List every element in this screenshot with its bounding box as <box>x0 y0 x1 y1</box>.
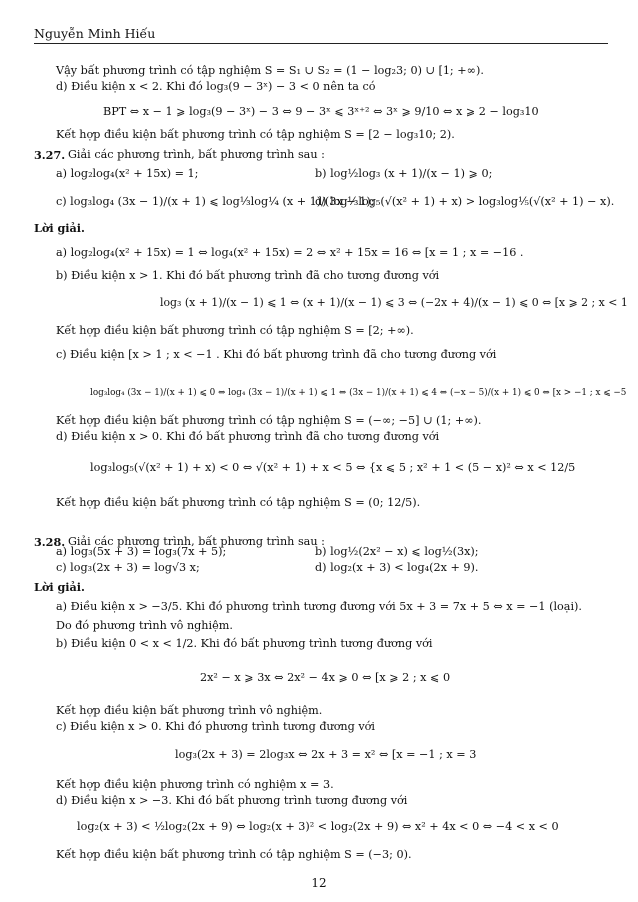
page-header-author: Nguyễn Minh Hiếu <box>34 26 156 41</box>
text-line: c) Điều kiện [x > 1 ; x < −1 . Khi đó bất phương trình đã cho tương đương với <box>56 348 497 361</box>
page-number: 12 <box>311 876 327 890</box>
text-line: Do đó phương trình vô nghiệm. <box>56 619 233 632</box>
text-line: log₃(2x + 3) = 2log₃x ⇔ 2x + 3 = x² ⇔ [x = −1 ; x = 3 <box>175 748 477 761</box>
text-line: BPT ⇔ x − 1 ⩾ log₃(9 − 3ˣ) − 3 ⇔ 9 − 3ˣ ⩽ 3ˣ⁺² ⇔ 3ˣ ⩾ 9/10 ⇔ x ⩾ 2 − log₃10 <box>103 105 539 118</box>
text-line: d) log⅓log₅(√(x² + 1) + x) > log₃log⅕(√(x² + 1) − x). <box>315 195 615 208</box>
text-line: a) log₃(5x + 3) = log₃(7x + 5); <box>56 545 227 558</box>
text-line: a) log₂log₄(x² + 15x) = 1 ⇔ log₄(x² + 15x) = 2 ⇔ x² + 15x = 16 ⇔ [x = 1 ; x = −16 . <box>56 246 524 259</box>
text-line: c) log₃(2x + 3) = log√3 x; <box>56 561 200 574</box>
text-line: 3.28. <box>34 535 66 549</box>
text-line: a) log₂log₄(x² + 15x) = 1; <box>56 167 199 180</box>
text-line: c) Điều kiện x > 0. Khi đó phương trình tương đương với <box>56 720 375 733</box>
text-line: b) log½log₃ (x + 1)/(x − 1) ⩾ 0; <box>315 167 493 180</box>
text-line: log₃log₅(√(x² + 1) + x) < 0 ⇔ √(x² + 1) + x < 5 ⇔ {x ⩽ 5 ; x² + 1 < (5 − x)² ⇔ x < 12/5 <box>90 461 576 474</box>
text-line: Lời giải. <box>34 221 85 235</box>
text-line: log₃log₄ (3x − 1)/(x + 1) ⩽ 0 ⇔ log₄ (3x − 1)/(x + 1) ⩽ 1 ⇔ (3x − 1)/(x + 1) ⩽ 4 ⇔ (−x − 5)/(x + 1) ⩽ 0 ⇔ [x > −1 ; x ⩽ −5 <box>90 388 627 398</box>
text-line: Kết hợp điều kiện bất phương trình có tập nghiệm S = [2 − log₃10; 2). <box>56 128 455 141</box>
text-line: Kết hợp điều kiện phương trình có nghiệm x = 3. <box>56 778 334 791</box>
text-line: 2x² − x ⩾ 3x ⇔ 2x² − 4x ⩾ 0 ⇔ [x ⩾ 2 ; x ⩽ 0 <box>200 671 451 684</box>
text-line: log₃ (x + 1)/(x − 1) ⩽ 1 ⇔ (x + 1)/(x − 1) ⩽ 3 ⇔ (−2x + 4)/(x − 1) ⩽ 0 ⇔ [x ⩾ 2 ; x < 1 <box>160 296 628 309</box>
text-line: Giải các phương trình, bất phương trình sau : <box>68 535 325 548</box>
text-line: 3.27. <box>34 148 66 162</box>
text-line: Vậy bất phương trình có tập nghiệm S = S₁ ∪ S₂ = (1 − log₂3; 0) ∪ [1; +∞). <box>56 64 484 77</box>
header-rule <box>34 43 608 44</box>
text-line: a) Điều kiện x > −3/5. Khi đó phương trình tương đương với 5x + 3 = 7x + 5 ⇔ x = −1 (loại). <box>56 600 582 613</box>
text-line: d) Điều kiện x > 0. Khi đó bất phương trình đã cho tương đương với <box>56 430 440 443</box>
text-line: Kết hợp điều kiện bất phương trình có tập nghiệm S = (−3; 0). <box>56 848 412 861</box>
text-line: Kết hợp điều kiện bất phương trình vô nghiệm. <box>56 704 323 717</box>
text-line: c) log₃log₄ (3x − 1)/(x + 1) ⩽ log⅓log¼ (x + 1)/(3x − 1); <box>56 195 375 208</box>
text-line: b) Điều kiện x > 1. Khi đó bất phương trình đã cho tương đương với <box>56 269 440 282</box>
text-line: d) log₂(x + 3) < log₄(2x + 9). <box>315 561 479 574</box>
text-line: Kết hợp điều kiện bất phương trình có tập nghiệm S = (0; 12/5). <box>56 496 421 509</box>
text-line: b) log½(2x² − x) ⩽ log½(3x); <box>315 545 479 558</box>
text-line: Kết hợp điều kiện bất phương trình có tập nghiệm S = [2; +∞). <box>56 324 414 337</box>
text-line: log₂(x + 3) < ½log₂(2x + 9) ⇔ log₂(x + 3)² < log₂(2x + 9) ⇔ x² + 4x < 0 ⇔ −4 < x < 0 <box>77 820 559 833</box>
text-line: d) Điều kiện x > −3. Khi đó bất phương trình tương đương với <box>56 794 408 807</box>
text-line: d) Điều kiện x < 2. Khi đó log₃(9 − 3ˣ) − 3 < 0 nên ta có <box>56 80 376 93</box>
text-line: Kết hợp điều kiện bất phương trình có tập nghiệm S = (−∞; −5] ∪ (1; +∞). <box>56 414 482 427</box>
text-line: Lời giải. <box>34 580 85 594</box>
text-line: b) Điều kiện 0 < x < 1/2. Khi đó bất phương trình tương đương với <box>56 637 433 650</box>
text-line: Giải các phương trình, bất phương trình sau : <box>68 148 325 161</box>
